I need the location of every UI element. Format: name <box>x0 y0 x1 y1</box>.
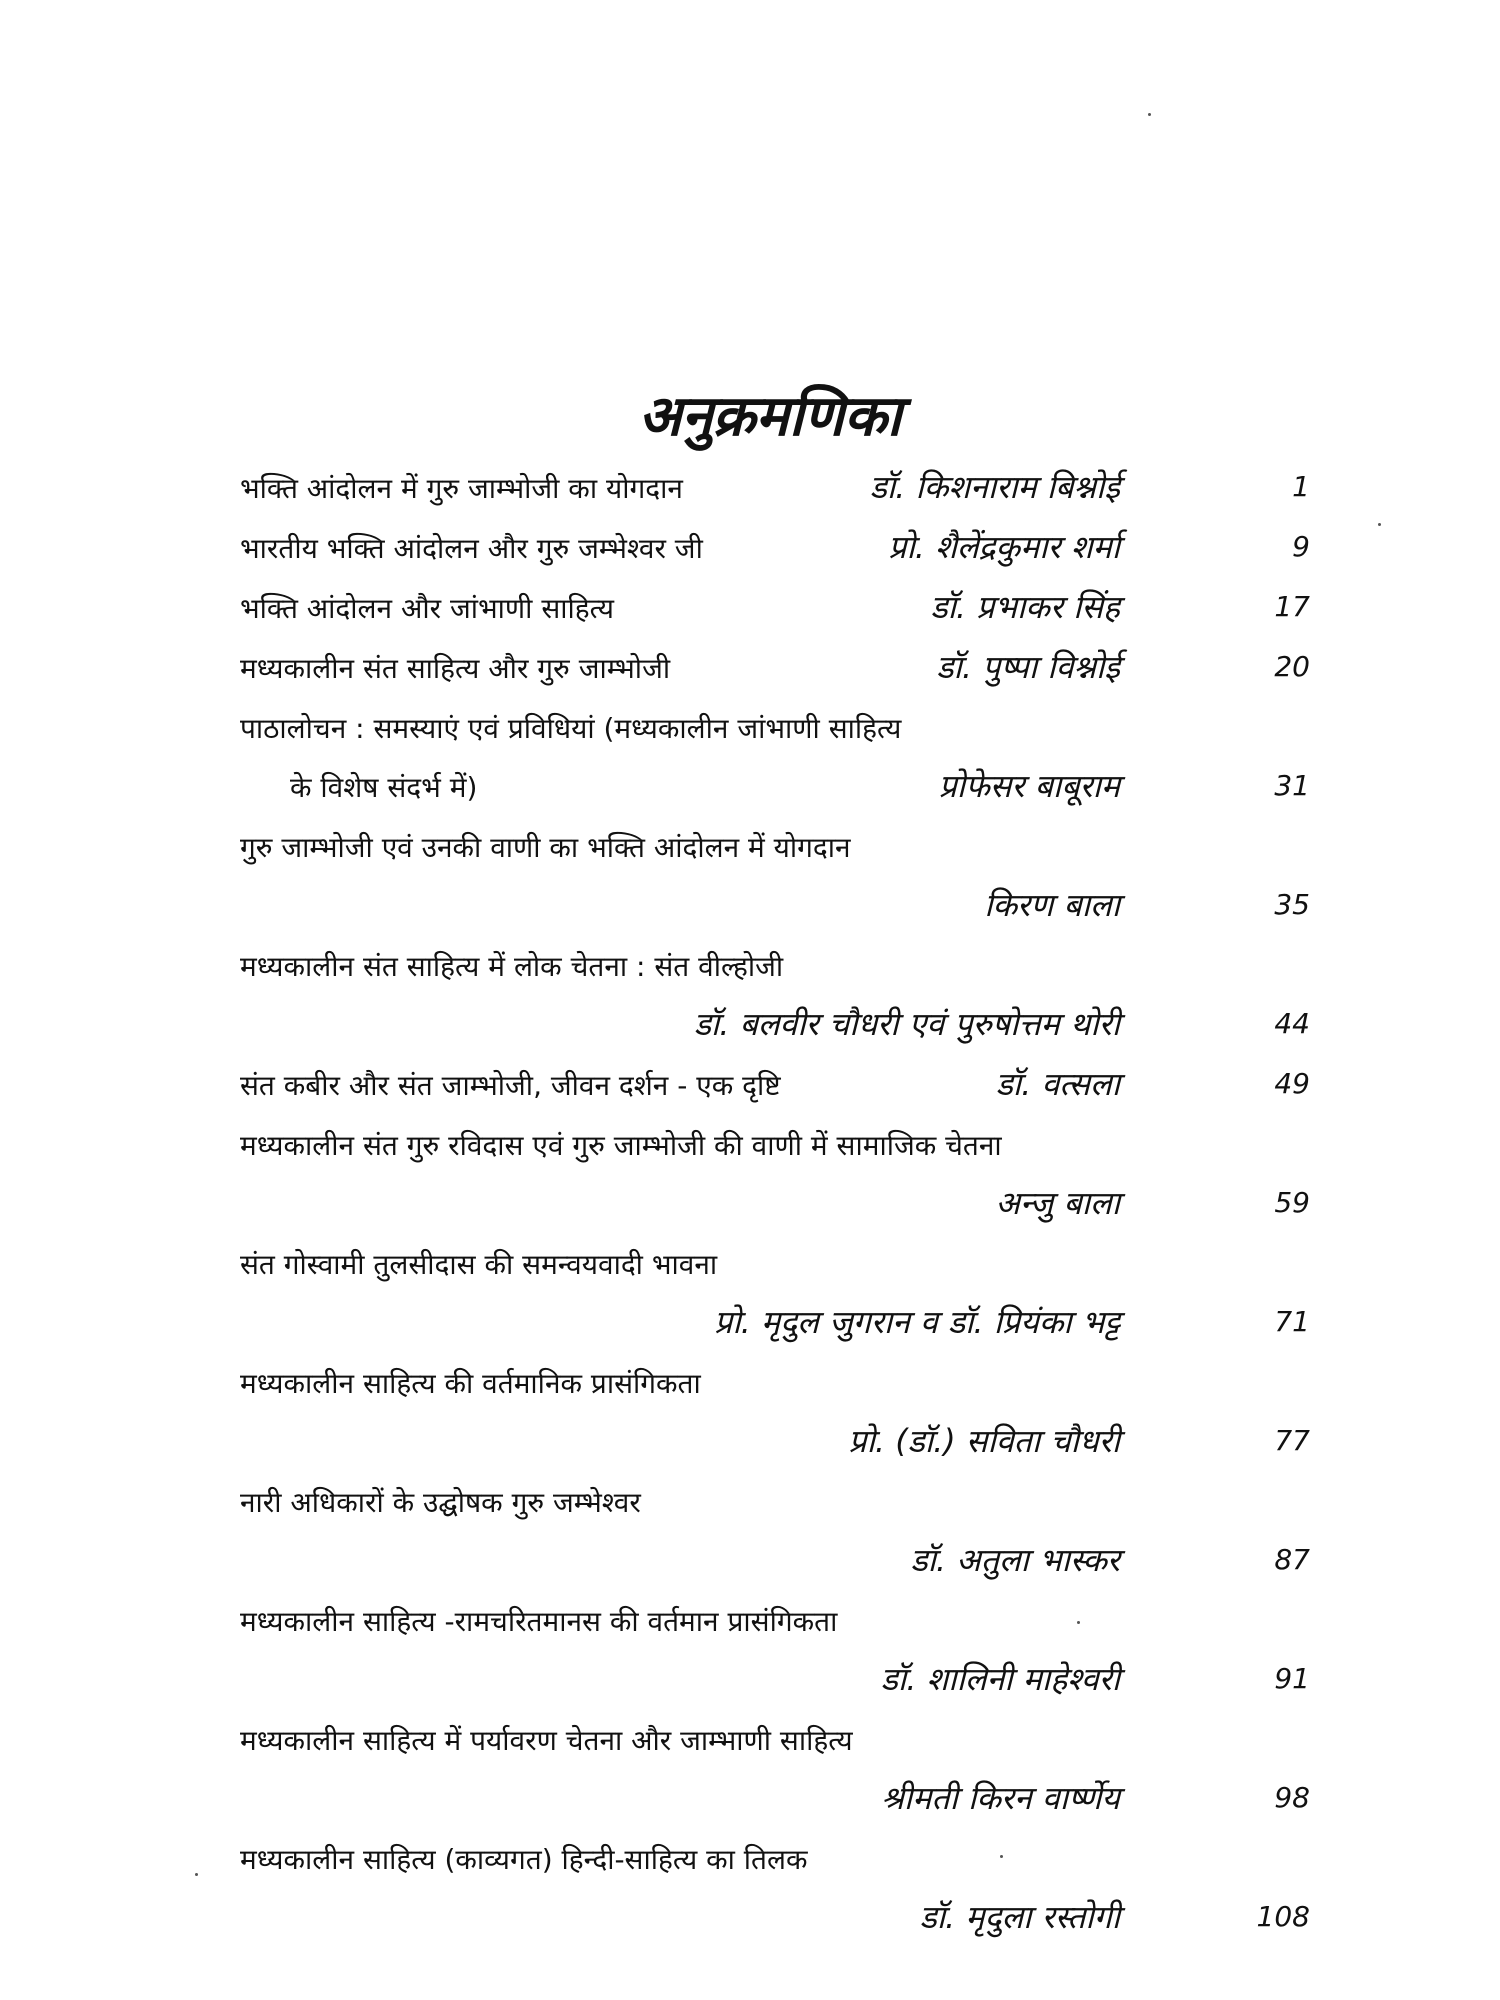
scan-speck <box>1148 113 1151 116</box>
entry-title: भारतीय भक्ति आंदोलन और गुरु जम्भेश्वर जी <box>240 532 703 565</box>
entry-author: डॉ. किशनाराम बिश्नोई <box>869 468 1120 506</box>
entry-title: मध्यकालीन साहित्य -रामचरितमानस की वर्तमान प्रासंगिकता <box>240 1605 838 1638</box>
entry-title: भक्ति आंदोलन और जांभाणी साहित्य <box>240 592 614 625</box>
entry-title: मध्यकालीन साहित्य (काव्यगत) हिन्दी-साहित्य का तिलक <box>240 1843 808 1876</box>
toc-entry <box>240 1712 1320 1831</box>
toc-entry <box>240 640 1320 700</box>
entry-author: डॉ. मृदुला रस्तोगी <box>919 1898 1120 1936</box>
toc-entry <box>240 460 1320 520</box>
entry-page-number: 77 <box>1274 1424 1310 1457</box>
toc-entry <box>240 1355 1320 1474</box>
entry-author: डॉ. वत्सला <box>995 1065 1120 1103</box>
entry-title-continuation: के विशेष संदर्भ में) <box>290 771 478 804</box>
toc-entry <box>240 819 1320 938</box>
entry-page-number: 9 <box>1292 530 1310 563</box>
entry-author: श्रीमती किरन वार्ष्णेय <box>881 1779 1120 1817</box>
entry-page-number: 20 <box>1274 650 1310 683</box>
entry-title: मध्यकालीन संत साहित्य और गुरु जाम्भोजी <box>240 652 671 685</box>
entry-page-number: 17 <box>1274 590 1310 623</box>
table-of-contents <box>240 460 1320 1950</box>
toc-entry <box>240 1474 1320 1593</box>
toc-entry <box>240 1236 1320 1355</box>
entry-title: भक्ति आंदोलन में गुरु जाम्भोजी का योगदान <box>240 472 683 505</box>
entry-author: डॉ. अतुला भास्कर <box>910 1541 1120 1579</box>
entry-title: मध्यकालीन संत गुरु रविदास एवं गुरु जाम्भोजी की वाणी में सामाजिक चेतना <box>240 1129 1002 1162</box>
entry-page-number: 1 <box>1292 470 1310 503</box>
entry-title: पाठालोचन : समस्याएं एवं प्रविधियां (मध्यकालीन जांभाणी साहित्य <box>240 712 902 745</box>
entry-author: डॉ. बलवीर चौधरी एवं पुरुषोत्तम थोरी <box>693 1005 1120 1043</box>
entry-page-number: 71 <box>1274 1305 1310 1338</box>
entry-author: प्रो. (डॉ.) सविता चौधरी <box>848 1422 1120 1460</box>
entry-page-number: 31 <box>1274 769 1310 802</box>
entry-page-number: 49 <box>1274 1067 1310 1100</box>
entry-title: नारी अधिकारों के उद्घोषक गुरु जम्भेश्वर <box>240 1486 641 1519</box>
entry-page-number: 35 <box>1274 888 1310 921</box>
entry-title: मध्यकालीन संत साहित्य में लोक चेतना : संत वील्होजी <box>240 950 784 983</box>
entry-title: गुरु जाम्भोजी एवं उनकी वाणी का भक्ति आंदोलन में योगदान <box>240 831 851 864</box>
toc-entry <box>240 1117 1320 1236</box>
toc-entry <box>240 1831 1320 1950</box>
entry-author: प्रो. शैलेंद्रकुमार शर्मा <box>888 528 1120 566</box>
toc-entry <box>240 520 1320 580</box>
page-title: अनुक्रमणिका <box>638 383 902 449</box>
entry-page-number: 59 <box>1274 1186 1310 1219</box>
entry-author: डॉ. प्रभाकर सिंह <box>930 588 1120 626</box>
entry-title: संत गोस्वामी तुलसीदास की समन्वयवादी भावना <box>240 1248 718 1281</box>
toc-entry <box>240 580 1320 640</box>
toc-entry <box>240 1593 1320 1712</box>
toc-entry <box>240 1057 1320 1117</box>
entry-author: डॉ. शालिनी माहेश्वरी <box>880 1660 1120 1698</box>
entry-page-number: 44 <box>1274 1007 1310 1040</box>
entry-title: मध्यकालीन साहित्य में पर्यावरण चेतना और जाम्भाणी साहित्य <box>240 1724 853 1757</box>
toc-entry <box>240 938 1320 1057</box>
entry-title: मध्यकालीन साहित्य की वर्तमानिक प्रासंगिकता <box>240 1367 701 1400</box>
entry-author: अन्जु बाला <box>995 1184 1120 1222</box>
toc-entry <box>240 700 1320 819</box>
entry-title: संत कबीर और संत जाम्भोजी, जीवन दर्शन - एक दृष्टि <box>240 1069 781 1102</box>
entry-author: प्रो. मृदुल जुगरान व डॉ. प्रियंका भट्ट <box>714 1303 1120 1341</box>
scan-speck <box>1378 523 1381 526</box>
entry-page-number: 91 <box>1274 1662 1310 1695</box>
entry-author: प्रोफेसर बाबूराम <box>938 767 1120 805</box>
entry-page-number: 87 <box>1274 1543 1310 1576</box>
entry-page-number: 98 <box>1274 1781 1310 1814</box>
scan-speck <box>195 1873 198 1876</box>
entry-page-number: 108 <box>1256 1900 1310 1933</box>
entry-author: किरण बाला <box>984 886 1120 924</box>
entry-author: डॉ. पुष्पा विश्नोई <box>936 648 1120 686</box>
